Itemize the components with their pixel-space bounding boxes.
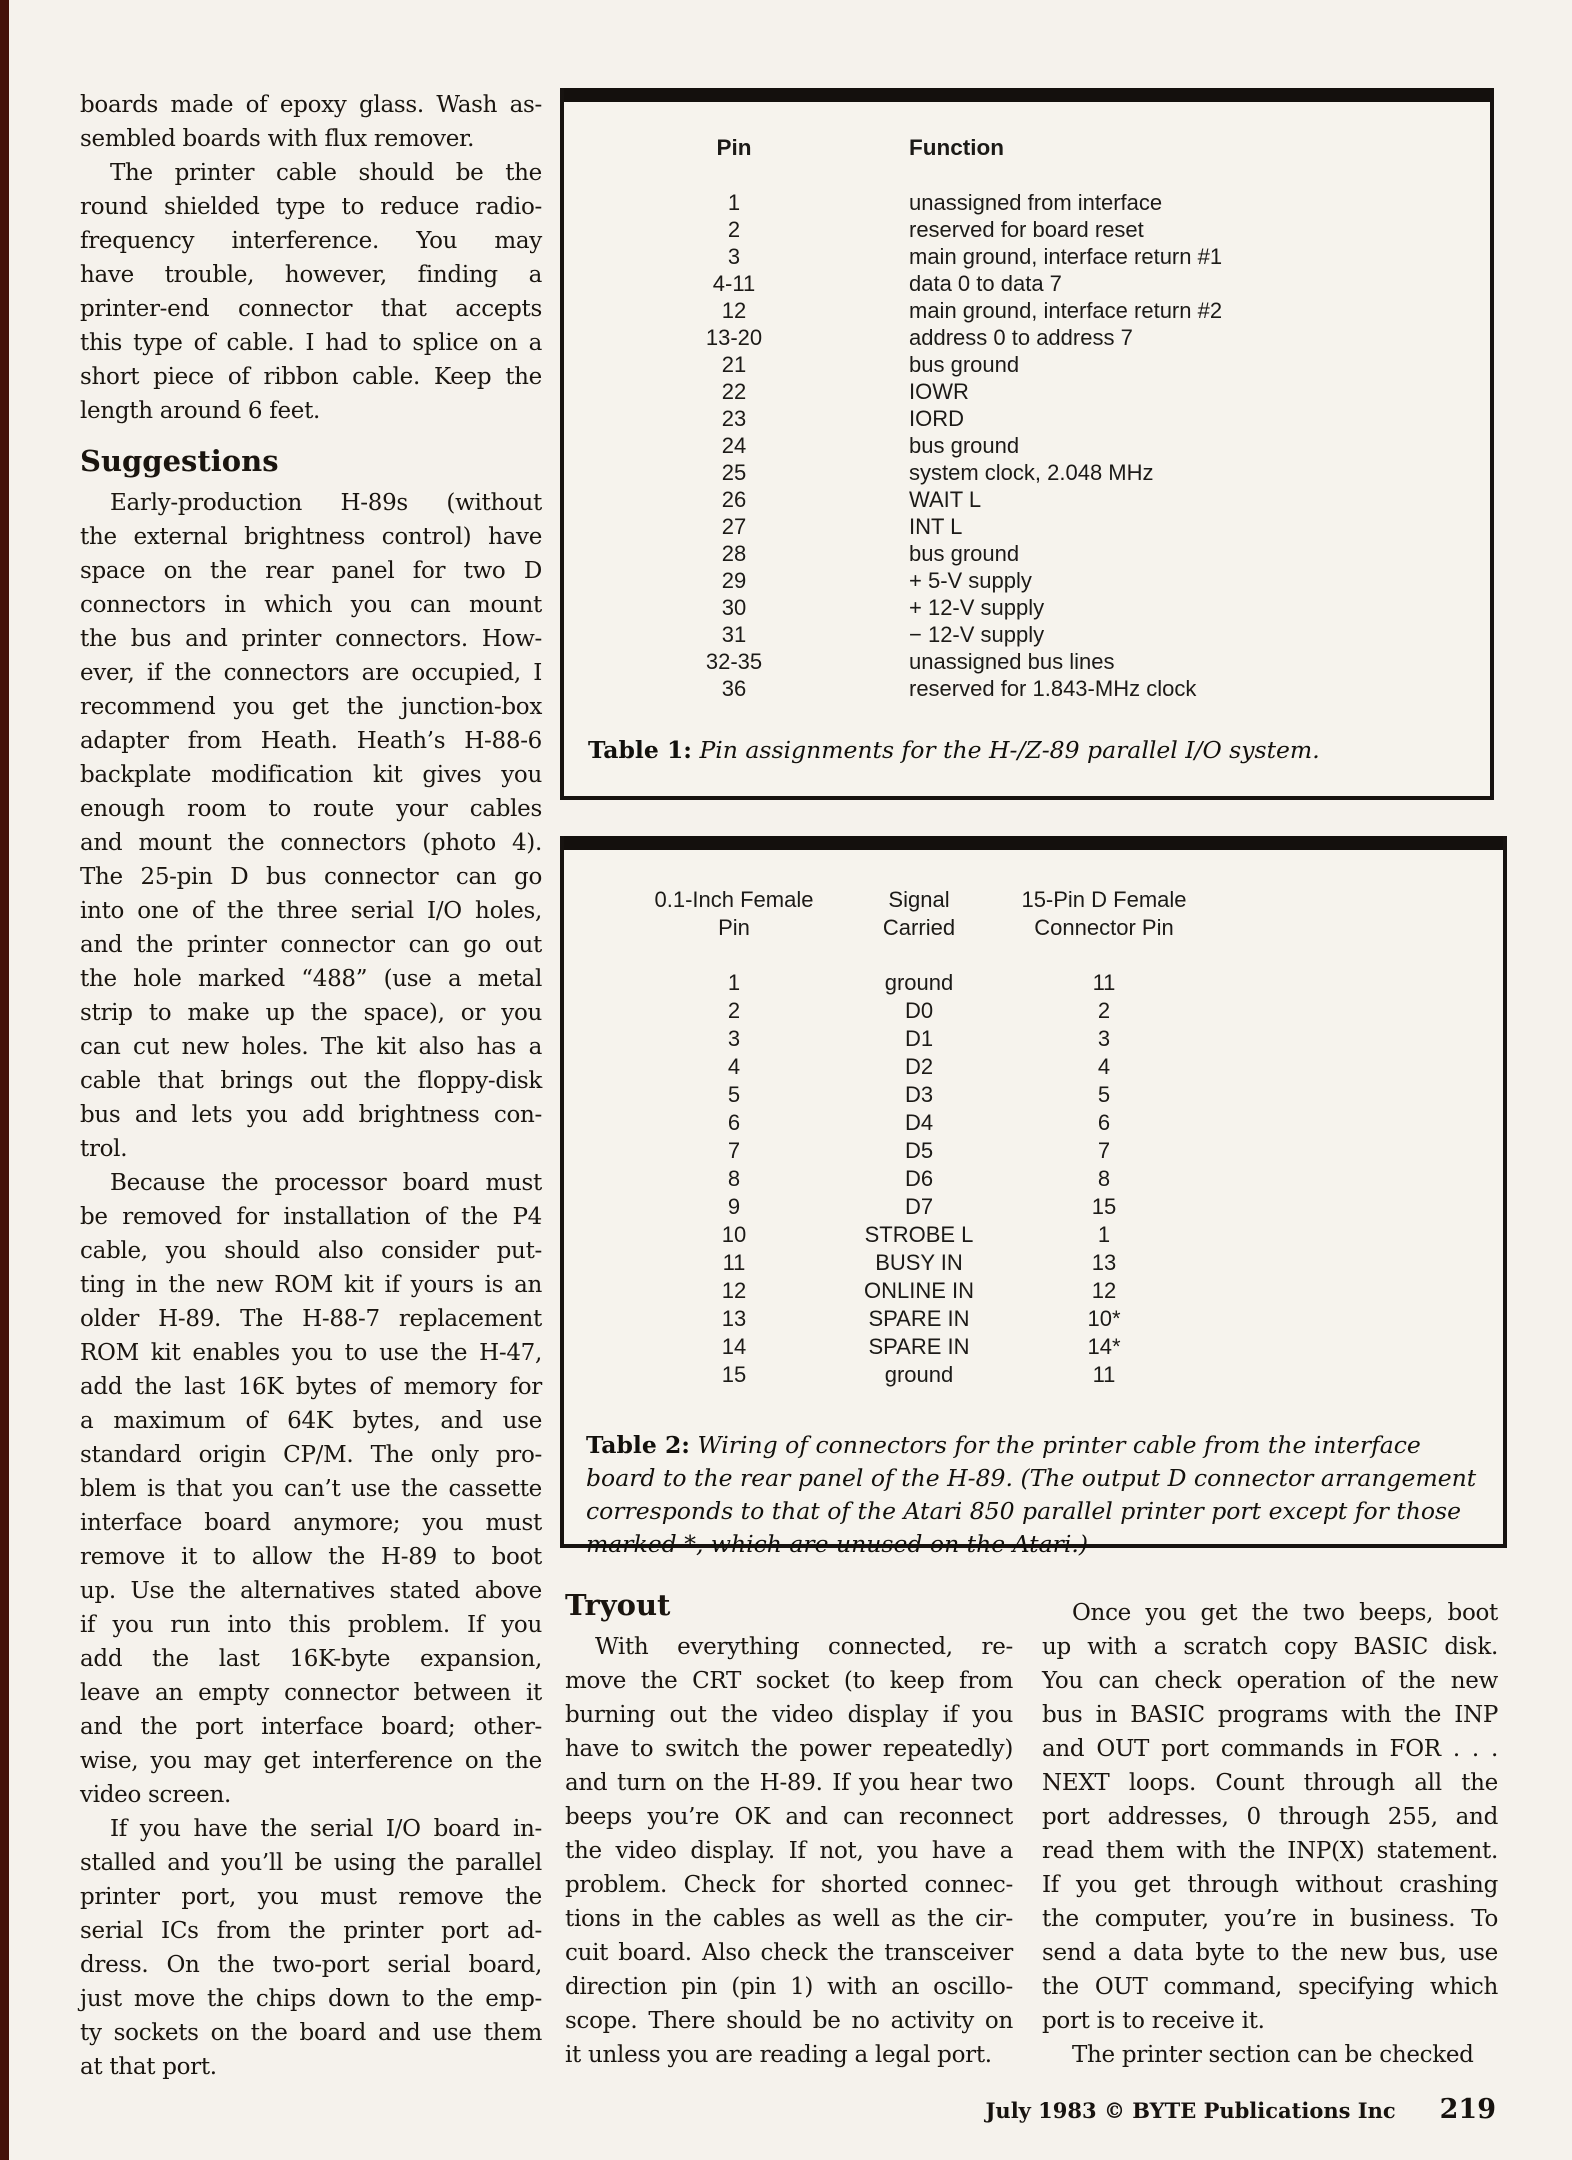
text-line: ROM kit enables you to use the H-47,	[80, 1340, 542, 1366]
text-line: up with a scratch copy BASIC disk.	[1042, 1634, 1498, 1660]
text-line: problem. Check for shorted connec-	[565, 1872, 1013, 1898]
table-cell: 4-11	[712, 271, 756, 296]
text-line: cuit board. Also check the transceiver	[565, 1940, 1013, 1966]
table1-header-row	[659, 134, 1460, 161]
paragraph	[80, 486, 542, 1166]
text-line: up. Use the alternatives stated above	[80, 1578, 542, 1604]
text-line: and the printer connector can go out	[80, 932, 542, 958]
text-line: bus in BASIC programs with the INP	[1042, 1702, 1498, 1728]
text-line: add the last 16K-byte expansion,	[80, 1646, 542, 1672]
table-cell: IOWR	[909, 379, 969, 404]
table-cell: WAIT L	[909, 487, 982, 512]
table-cell: SPARE IN	[868, 1334, 970, 1359]
text-line: sembled boards with flux remover.	[80, 126, 475, 152]
text-line: stalled and you’ll be using the parallel	[80, 1850, 542, 1876]
table-cell: 13-20	[705, 325, 763, 350]
table-cell: 12	[1091, 1278, 1117, 1303]
left-text-column	[80, 88, 542, 2084]
table-cell: + 5-V supply	[909, 568, 1032, 593]
table-cell: 29	[721, 568, 747, 593]
right-text-column	[1042, 1596, 1498, 2072]
text-line: and turn on the H-89. If you hear two	[565, 1770, 1013, 1796]
text-line: move the CRT socket (to keep from	[565, 1668, 1013, 1694]
table-cell: + 12-V supply	[909, 595, 1045, 620]
table1-caption	[588, 734, 1450, 767]
table-cell: ground	[884, 1362, 954, 1387]
paragraph	[1042, 2038, 1498, 2072]
text-line: You can check operation of the new	[1042, 1668, 1498, 1694]
text-line: Because the processor board must	[110, 1170, 542, 1196]
table-cell: 7	[727, 1138, 741, 1163]
text-line: add the last 16K bytes of memory for	[80, 1374, 542, 1400]
text-line: have to switch the power repeatedly)	[565, 1736, 1013, 1762]
text-line: have trouble, however, finding a	[80, 262, 542, 288]
table-cell: 25	[721, 460, 747, 485]
text-line: tions in the cables as well as the cir-	[565, 1906, 1013, 1932]
table-cell: 10	[721, 1222, 747, 1247]
table-cell: Function	[909, 135, 1004, 160]
paragraph	[1042, 1596, 1498, 2038]
text-line: strip to make up the space), or you	[80, 1000, 542, 1026]
table-cell: 3	[727, 1026, 741, 1051]
text-line: standard origin CP/M. The only pro-	[80, 1442, 542, 1468]
text-line: the video display. If not, you have a	[565, 1838, 1013, 1864]
table-cell: Signal	[888, 887, 950, 912]
table-cell: reserved for 1.843-MHz clock	[909, 676, 1197, 701]
table-cell: 26	[721, 487, 747, 512]
text-line: send a data byte to the new bus, use	[1042, 1940, 1498, 1966]
table-cell: INT L	[909, 514, 963, 539]
text-line: printer port, you must remove the	[80, 1884, 542, 1910]
text-line: older H-89. The H-88-7 replacement	[80, 1306, 542, 1332]
text-line: length around 6 feet.	[80, 398, 321, 424]
text-line: and mount the connectors (photo 4).	[80, 830, 542, 856]
table-cell: 11	[722, 1250, 746, 1275]
table-cell: bus ground	[909, 433, 1020, 458]
text-line: port addresses, 0 through 255, and	[1042, 1804, 1498, 1830]
table-cell: BUSY IN	[875, 1250, 963, 1275]
table-cell: 13	[1091, 1250, 1117, 1275]
table-cell: main ground, interface return #1	[909, 244, 1223, 269]
footer-credit: July 1983 © BYTE Publications Inc	[985, 2098, 1396, 2123]
table-cell: Carried	[882, 915, 956, 940]
paragraph	[80, 156, 542, 428]
table-cell: main ground, interface return #2	[909, 298, 1223, 323]
table-cell: D1	[904, 1026, 934, 1051]
table-cell: D5	[904, 1138, 934, 1163]
table-cell: 3	[727, 244, 741, 269]
text-line: Early-production H-89s (without	[110, 490, 542, 516]
text-line: NEXT loops. Count through all the	[1042, 1770, 1498, 1796]
text-line: remove it to allow the H-89 to boot	[80, 1544, 542, 1570]
table-cell: 31	[721, 622, 747, 647]
text-line: just move the chips down to the emp-	[80, 1986, 542, 2012]
text-line: short piece of ribbon cable. Keep the	[80, 364, 542, 390]
text-line: cable, you should also consider put-	[80, 1238, 542, 1264]
table-cell: 14	[721, 1334, 747, 1359]
paragraph	[565, 1630, 1013, 2072]
table-cell: bus ground	[909, 541, 1020, 566]
table-cell: 5	[727, 1082, 741, 1107]
table1-caption-label: Table 1:	[588, 736, 692, 764]
table-cell: 32-35	[705, 649, 763, 674]
table-cell: 28	[721, 541, 747, 566]
text-line: The printer section can be checked	[1072, 2042, 1474, 2068]
text-line: dress. On the two-port serial board,	[80, 1952, 542, 1978]
table-cell: 36	[721, 676, 747, 701]
text-line: read them with the INP(X) statement.	[1042, 1838, 1498, 1864]
paragraph	[80, 1166, 542, 1812]
table-cell: 13	[721, 1306, 747, 1331]
text-line: ever, if the connectors are occupied, I	[80, 660, 542, 686]
table2-box	[560, 836, 1507, 1558]
text-line: the OUT command, specifying which	[1042, 1974, 1498, 2000]
text-line: burning out the video display if you	[565, 1702, 1013, 1728]
text-line: the computer, you’re in business. To	[1042, 1906, 1498, 1932]
table-cell: unassigned from interface	[909, 190, 1163, 215]
text-line: connectors in which you can mount	[80, 592, 542, 618]
table-cell: 15	[1091, 1194, 1117, 1219]
table-cell: 3	[1097, 1026, 1111, 1051]
table-cell: ONLINE IN	[863, 1278, 975, 1303]
text-line: With everything connected, re-	[595, 1634, 1013, 1660]
table-cell: 22	[721, 379, 747, 404]
text-line: direction pin (pin 1) with an oscillo-	[565, 1974, 1013, 2000]
table-cell: reserved for board reset	[909, 217, 1144, 242]
table-cell: 1	[1097, 1222, 1111, 1247]
table-cell: D7	[904, 1194, 934, 1219]
table-cell: STROBE L	[864, 1222, 974, 1247]
table-cell: 8	[1097, 1166, 1111, 1191]
text-line: and OUT port commands in FOR . . .	[1042, 1736, 1498, 1762]
table-cell: 2	[727, 998, 741, 1023]
table-cell: unassigned bus lines	[909, 649, 1115, 674]
table-cell: D4	[904, 1110, 934, 1135]
text-line: printer-end connector that accepts	[80, 296, 542, 322]
table-cell: 14*	[1087, 1334, 1121, 1359]
text-line: The 25-pin D bus connector can go	[80, 864, 542, 890]
table2-rows	[644, 969, 1503, 1389]
table2-caption-label: Table 2:	[586, 1431, 690, 1459]
table1-rows	[659, 189, 1460, 702]
table-cell: 4	[727, 1054, 741, 1079]
table-cell: Connector Pin	[1034, 915, 1174, 940]
text-line: bus and lets you add brightness con-	[80, 1102, 542, 1128]
table-cell: 0.1-Inch Female	[654, 887, 814, 912]
table-cell: Pin	[716, 135, 752, 160]
table2-header-rows	[644, 886, 1503, 942]
table1-box	[560, 88, 1494, 800]
text-line: Once you get the two beeps, boot	[1072, 1600, 1498, 1626]
table-cell: 24	[721, 433, 747, 458]
table-cell: 12	[721, 1278, 747, 1303]
table-cell: 30	[721, 595, 747, 620]
text-line: if you run into this problem. If you	[80, 1612, 542, 1638]
table-cell: D0	[904, 998, 934, 1023]
section-heading: Tryout	[565, 1588, 671, 1622]
table-cell: 2	[1097, 998, 1111, 1023]
text-line: boards made of epoxy glass. Wash as-	[80, 92, 542, 118]
text-line: space on the rear panel for two D	[80, 558, 542, 584]
table-cell: 5	[1097, 1082, 1111, 1107]
text-line: frequency interference. You may	[80, 228, 542, 254]
table1-caption-text: Pin assignments for the H-/Z-89 parallel I/O system.	[699, 736, 1320, 764]
table-cell: 8	[727, 1166, 741, 1191]
paragraph	[80, 88, 542, 156]
text-line: If you get through without crashing	[1042, 1872, 1498, 1898]
text-line: the external brightness control) have	[80, 524, 542, 550]
text-line: into one of the three serial I/O holes,	[80, 898, 542, 924]
text-line: round shielded type to reduce radio-	[80, 194, 542, 220]
section-heading: Suggestions	[80, 444, 279, 478]
table-cell: 6	[727, 1110, 741, 1135]
table-cell: 15	[721, 1362, 747, 1387]
table-cell: address 0 to address 7	[909, 325, 1133, 350]
table2-top-bar	[564, 836, 1503, 850]
text-line: trol.	[80, 1136, 128, 1162]
table-cell: − 12-V supply	[909, 622, 1045, 647]
text-line: a maximum of 64K bytes, and use	[80, 1408, 542, 1434]
text-line: the bus and printer connectors. How-	[80, 626, 542, 652]
table-cell: 9	[727, 1194, 741, 1219]
text-line: leave an empty connector between it	[80, 1680, 542, 1706]
text-line: this type of cable. I had to splice on a	[80, 330, 542, 356]
table-cell: 10*	[1087, 1306, 1121, 1331]
table-cell: D3	[904, 1082, 934, 1107]
text-line: and the port interface board; other-	[80, 1714, 542, 1740]
text-line: backplate modification kit gives you	[80, 762, 542, 788]
table-cell: D6	[904, 1166, 934, 1191]
scan-edge-strip	[0, 0, 9, 2160]
text-line: be removed for installation of the P4	[80, 1204, 542, 1230]
table-cell: 7	[1097, 1138, 1111, 1163]
table-cell: D2	[904, 1054, 934, 1079]
text-line: scope. There should be no activity on	[565, 2008, 1013, 2034]
text-line: cable that brings out the floppy-disk	[80, 1068, 542, 1094]
text-line: recommend you get the junction-box	[80, 694, 542, 720]
table1-top-bar	[564, 88, 1490, 102]
text-line: interface board anymore; you must	[80, 1510, 542, 1536]
table-cell: 1	[727, 190, 741, 215]
text-line: at that port.	[80, 2054, 217, 2080]
text-line: video screen.	[80, 1782, 231, 1808]
text-line: blem is that you can’t use the cassette	[80, 1476, 542, 1502]
table-cell: 6	[1097, 1110, 1111, 1135]
table-cell: 27	[721, 514, 747, 539]
text-line: ting in the new ROM kit if yours is an	[80, 1272, 542, 1298]
text-line: wise, you may get interference on the	[80, 1748, 542, 1774]
table-cell: IORD	[909, 406, 964, 431]
text-line: enough room to route your cables	[80, 796, 542, 822]
text-line: the hole marked “488” (use a metal	[80, 966, 542, 992]
table-cell: ground	[884, 970, 954, 995]
text-line: port is to receive it.	[1042, 2008, 1265, 2034]
table-cell: 2	[727, 217, 741, 242]
table-cell: Pin	[718, 915, 750, 940]
table-cell: 1	[727, 970, 741, 995]
text-line: it unless you are reading a legal port.	[565, 2042, 992, 2068]
table-cell: 4	[1097, 1054, 1111, 1079]
tryout-text-column	[565, 1588, 1013, 2072]
text-line: adapter from Heath. Heath’s H-88-6	[80, 728, 542, 754]
text-line: serial ICs from the printer port ad-	[80, 1918, 542, 1944]
table-cell: 12	[721, 298, 747, 323]
table-cell: 11	[1092, 970, 1116, 995]
table-cell: 23	[721, 406, 747, 431]
table2-caption-text: Wiring of connectors for the printer cable from the interface board to the rear panel of the H-89. (The output D connector arrangement corresponds to that of the Atari 850 parallel printer port except for those marked *, which are unused on the Atari.)	[586, 1431, 1477, 1558]
text-line: If you have the serial I/O board in-	[110, 1816, 542, 1842]
table2-caption	[586, 1429, 1479, 1561]
text-line: ty sockets on the board and use them	[80, 2020, 542, 2046]
paragraph	[80, 1812, 542, 2084]
text-line: The printer cable should be the	[110, 160, 542, 186]
text-line: can cut new holes. The kit also has a	[80, 1034, 542, 1060]
table-cell: system clock, 2.048 MHz	[909, 460, 1154, 485]
page-footer	[985, 2094, 1496, 2125]
text-line: beeps you’re OK and can reconnect	[565, 1804, 1013, 1830]
table-cell: 11	[1092, 1362, 1116, 1387]
table-cell: SPARE IN	[868, 1306, 970, 1331]
page-number: 219	[1439, 2094, 1496, 2125]
table-cell: 15-Pin D Female	[1021, 887, 1187, 912]
table-cell: 21	[721, 352, 747, 377]
table-cell: data 0 to data 7	[909, 271, 1062, 296]
table-cell: bus ground	[909, 352, 1020, 377]
